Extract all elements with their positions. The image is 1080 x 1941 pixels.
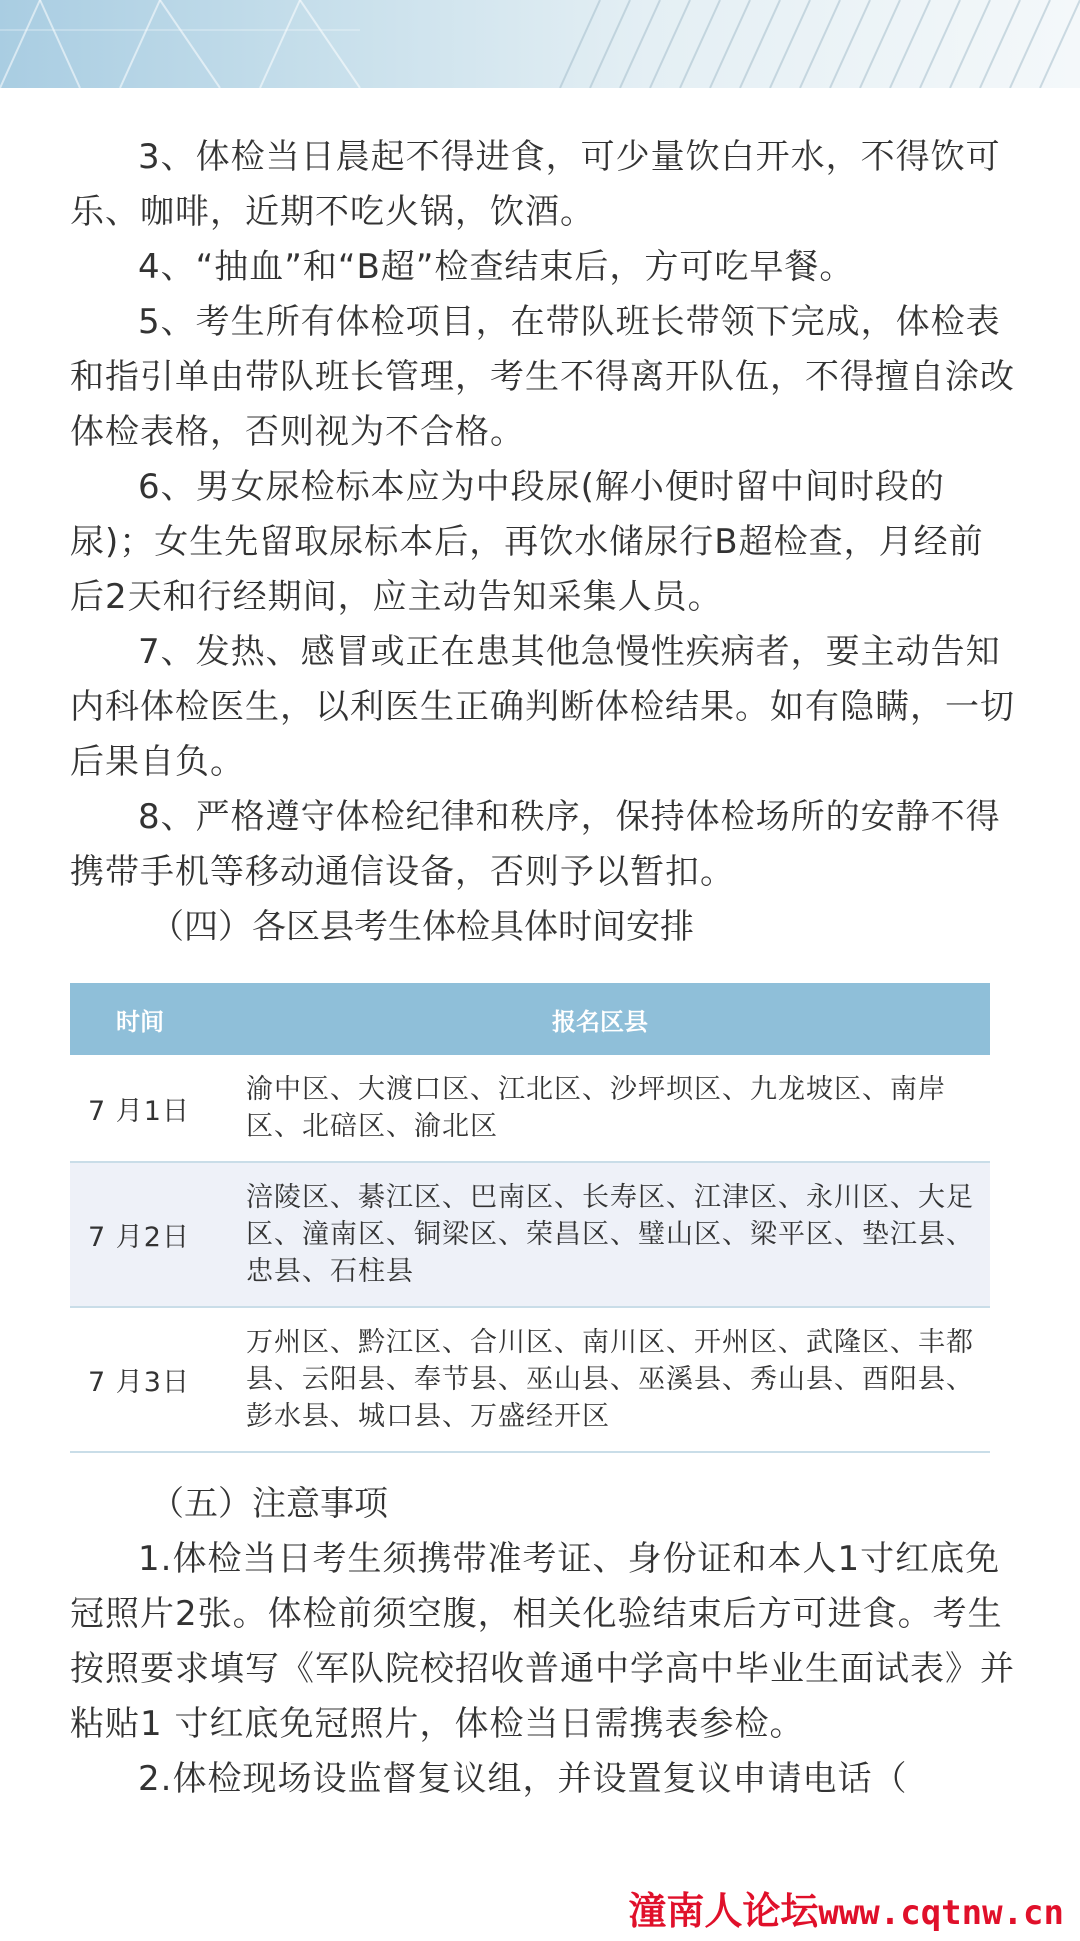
table-row — [70, 1055, 990, 1163]
paragraph-item-6: 6、男女尿检标本应为中段尿(解小便时留中间时段的尿)；女生先留取尿标本后，再饮水储尿行B超检查，月经前后2天和行经期间，应主动告知采集人员。 — [70, 467, 984, 617]
row-date: 7 月1日 — [88, 1095, 190, 1127]
paragraph-item-4: 4、“抽血”和“B超”检查结束后，方可吃早餐。 — [138, 247, 855, 287]
paragraph-item-5: 5、考生所有体检项目，在带队班长带领下完成，体检表和指引单由带队班长管理，考生不得离开队伍，不得擅自涂改体检表格，否则视为不合格。 — [70, 302, 1015, 452]
paragraph-item-3: 3、体检当日晨起不得进食，可少量饮白开水，不得饮可乐、咖啡，近期不吃火锅，饮酒。 — [70, 137, 1001, 232]
paragraph-item-8: 8、严格遵守体检纪律和秩序，保持体检场所的安静不得携带手机等移动通信设备，否则予以暂扣。 — [70, 797, 1001, 892]
row-areas: 万州区、黔江区、合川区、南川区、开州区、武隆区、丰都县、云阳县、奉节县、巫山县、巫溪县、秀山县、酉阳县、彭水县、城口县、万盛经开区 — [246, 1327, 974, 1432]
section-4-title: （四）各区县考生体检具体时间安排 — [150, 907, 694, 947]
row-date: 7 月2日 — [88, 1222, 190, 1253]
decorative-banner — [0, 0, 1080, 88]
section-5-title: （五）注意事项 — [150, 1484, 388, 1524]
row-areas: 渝中区、大渡口区、江北区、沙坪坝区、九龙坡区、南岸区、北碚区、渝北区 — [246, 1074, 946, 1142]
watermark-url: www.cqtnw.cn — [818, 1893, 1064, 1933]
table-header — [70, 983, 990, 1055]
table-row — [70, 1163, 990, 1308]
table-row — [70, 1308, 990, 1453]
row-date: 7 月3日 — [88, 1367, 190, 1398]
header-area: 报名区县 — [552, 1007, 648, 1036]
schedule-table — [70, 983, 990, 1453]
paragraph-item-7: 7、发热、感冒或正在患其他急慢性疾病者，要主动告知内科体检医生，以利医生正确判断体检结果。如有隐瞒，一切后果自负。 — [70, 632, 1015, 782]
article-body — [70, 130, 1015, 1807]
row-areas: 涪陵区、綦江区、巴南区、长寿区、江津区、永川区、大足区、潼南区、铜梁区、荣昌区、璧山区、梁平区、垫江县、忠县、石柱县 — [246, 1182, 974, 1287]
watermark — [628, 1880, 1064, 1935]
notice-item-2: 2.体检现场设监督复议组，并设置复议申请电话（ — [138, 1759, 908, 1799]
banner-pattern — [0, 0, 1080, 88]
notice-item-1: 1.体检当日考生须携带准考证、身份证和本人1寸红底免冠照片2张。体检前须空腹，相关化验结束后方可进食。考生按照要求填写《军队院校招收普通中学高中毕业生面试表》并粘贴1 寸红底免冠照片，体检当日需携表参检。 — [70, 1539, 1015, 1744]
header-time: 时间 — [116, 1007, 164, 1036]
watermark-text: 潼南人论坛 — [628, 1889, 819, 1933]
